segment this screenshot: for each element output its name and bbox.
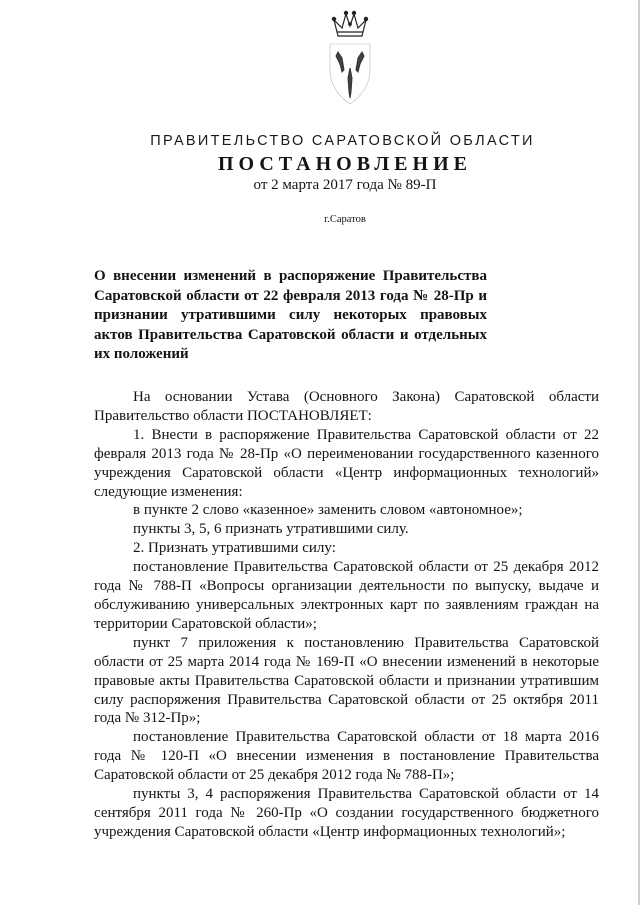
body-paragraph: пункты 3, 5, 6 признать утратившими силу.	[133, 521, 409, 538]
body-paragraph: пункт 7 приложения к постановлению Правительства Саратовской области от 25 марта 2014 года № 169-П «О внесении изменений в некоторые правовые акты Правительства Саратовской области и признании утратившим силу распоряжения Правительства Саратовской области от 25 октября 2011 года № 312-Пр»;	[94, 634, 599, 727]
body-paragraph: пункты 3, 4 распоряжения Правительства Саратовской области от 14 сентября 2011 года № 260-Пр «О создании государственного бюджетного учреждения Саратовской области «Центр информационных технологий»;	[94, 786, 599, 840]
document-date-number: от 2 марта 2017 года № 89-П	[253, 177, 437, 193]
body-paragraph: На основании Устава (Основного Закона) Саратовской области Правительство области ПОСТАНОВЛЯЕТ:	[94, 389, 599, 424]
government-name: ПРАВИТЕЛЬСТВО САРАТОВСКОЙ ОБЛАСТИ	[150, 133, 535, 149]
saratov-coat-of-arms-icon	[320, 8, 380, 118]
body-paragraph: 2. Признать утратившими силу:	[133, 540, 336, 557]
document-type: ПОСТАНОВЛЕНИЕ	[218, 153, 472, 175]
document-city: г.Саратов	[324, 214, 366, 225]
body-paragraph: постановление Правительства Саратовской области от 25 декабря 2012 года № 788-П «Вопросы организации деятельности по выпуску, выдаче и обслуживанию универсальных электронных карт по заявлениям граждан на территории Саратовской области»;	[94, 559, 599, 632]
body-paragraph: постановление Правительства Саратовской области от 18 марта 2016 года № 120-П «О внесении изменения в постановление Правительства Саратовской области от 25 декабря 2012 года № 788-П»;	[94, 729, 599, 784]
body-paragraph: в пункте 2 слово «казенное» заменить словом «автономное»;	[133, 502, 523, 519]
document-body	[94, 388, 599, 842]
document-title: О внесении изменений в распоряжение Правительства Саратовской области от 22 февраля 2013 года № 28-Пр и признании утратившими силу некоторых правовых актов Правительства Саратовской области и отдельных их положений	[94, 268, 487, 362]
body-paragraph: 1. Внести в распоряжение Правительства Саратовской области от 22 февраля 2013 года № 28-Пр «О переименовании государственного казенного учреждения Саратовской области «Центр информационных технологий» следующие изменения:	[94, 426, 599, 500]
